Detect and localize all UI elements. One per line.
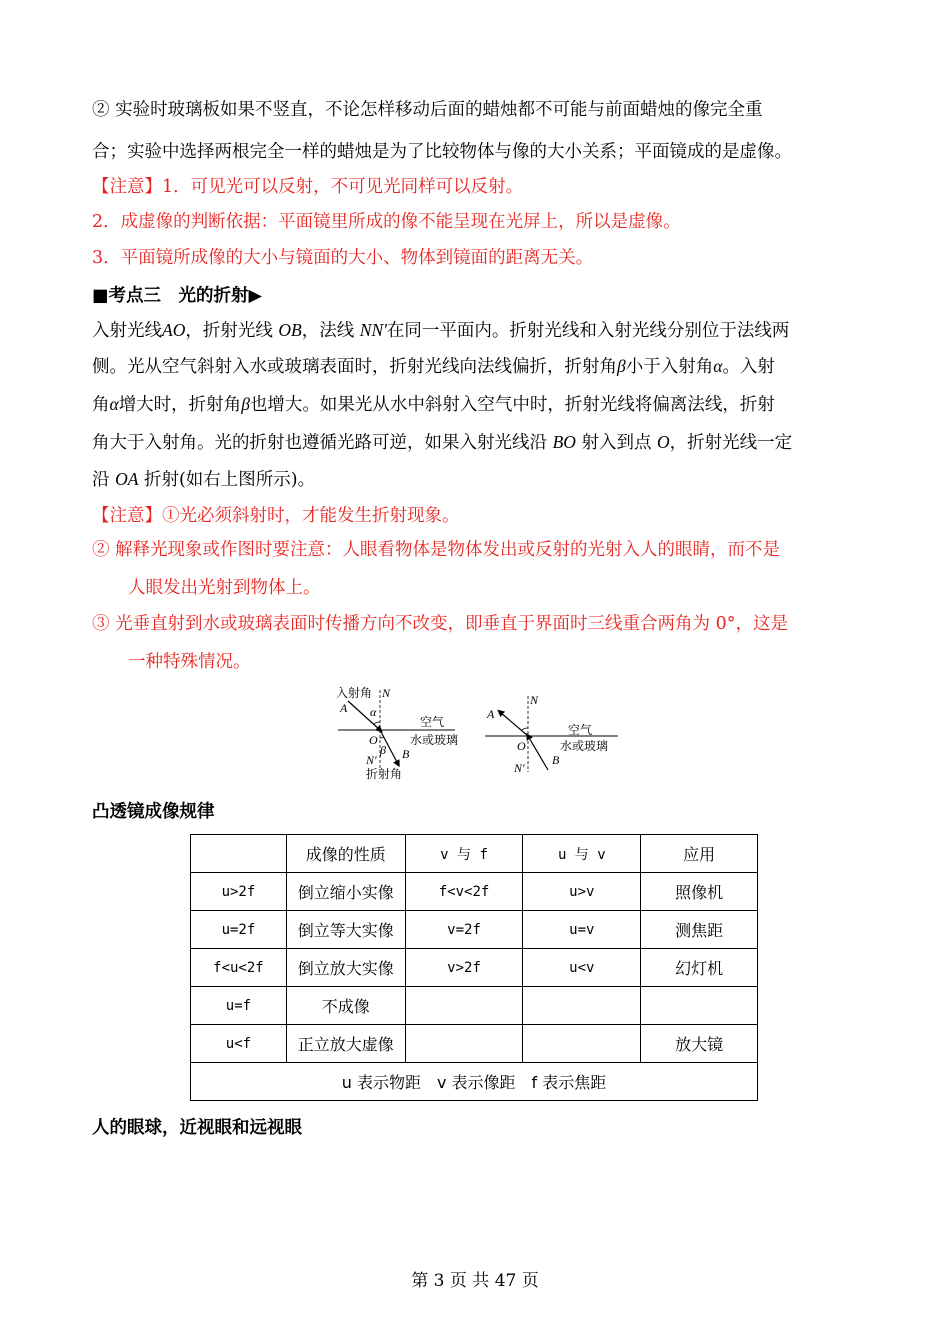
table-cell: u=v: [523, 911, 641, 949]
table-footnote-row: [191, 1063, 758, 1101]
table-cell: u=f: [191, 987, 287, 1025]
table-row: [191, 987, 758, 1025]
table-header-cell: u 与 v: [523, 835, 641, 873]
table-cell: u>2f: [191, 873, 287, 911]
table-cell: f<u<2f: [191, 949, 287, 987]
table-header-row: [191, 835, 758, 873]
text-line: 合；实验中选择两根完全一样的蜡烛是为了比较物体与像的大小关系；平面镜成的是虚像。: [92, 142, 792, 162]
text-line: 沿 OA 折射(如右上图所示)。: [92, 469, 316, 490]
table-cell: [405, 1025, 523, 1063]
table-row: [191, 949, 758, 987]
table-cell: [523, 1025, 641, 1063]
table-cell: 照像机: [641, 873, 758, 911]
label-A: A: [340, 701, 348, 715]
text-line: ② 实验时玻璃板如果不竖直，不论怎样移动后面的蜡烛都不可能与前面蜡烛的像完全重: [92, 100, 763, 120]
text-line: 角α增大时，折射角β也增大。如果光从水中斜射入空气中时，折射光线将偏离法线，折射: [92, 394, 775, 415]
label-refraction-angle: 折射角: [366, 767, 403, 781]
label-B: B: [552, 753, 560, 767]
table-cell: u<f: [191, 1025, 287, 1063]
label-N: N: [530, 693, 539, 707]
table-cell: u>v: [523, 873, 641, 911]
label-B: B: [402, 747, 410, 761]
table-cell: f<v<2f: [405, 873, 523, 911]
label-air: 空气: [568, 723, 593, 737]
text-line: 侧。光从空气斜射入水或玻璃表面时，折射光线向法线偏折，折射角β小于入射角α。入射: [92, 356, 775, 377]
table-header-cell: 应用: [641, 835, 758, 873]
table-cell: [523, 987, 641, 1025]
table-footnote: u 表示物距 v 表示像距 f 表示焦距: [191, 1063, 758, 1101]
section-title: 人的眼球，近视眼和远视眼: [92, 1118, 302, 1138]
table-cell: v=2f: [405, 911, 523, 949]
text-line: 入射光线AO，折射光线 OB，法线 NN'在同一平面内。折射光线和入射光线分别位于法线两: [92, 320, 790, 341]
label-A: A: [487, 707, 495, 721]
diagram-right: [485, 693, 618, 775]
page-footer: 第 3 页 共 47 页: [411, 1271, 539, 1291]
label-water: 水或玻璃: [560, 739, 609, 753]
label-N: N: [382, 686, 391, 700]
table-cell: 倒立放大实像: [286, 949, 405, 987]
label-beta: β: [380, 743, 386, 757]
note-line: 人眼发出光射到物体上。: [128, 578, 321, 598]
table-cell: v>2f: [405, 949, 523, 987]
table-cell: u<v: [523, 949, 641, 987]
table-cell: 不成像: [286, 987, 405, 1025]
table-row: [191, 911, 758, 949]
emergent-ray: [500, 712, 528, 736]
table-row: [191, 873, 758, 911]
table-header-cell: 成像的性质: [286, 835, 405, 873]
text-line: 角大于入射角。光的折射也遵循光路可逆，如果入射光线沿 BO 射入到点 O，折射光线一定: [92, 432, 793, 453]
label-O: O: [369, 733, 378, 747]
label-alpha: α: [370, 705, 377, 719]
label-O: O: [517, 739, 526, 753]
table-header-cell: [191, 835, 287, 873]
table-cell: 正立放大虚像: [286, 1025, 405, 1063]
table-cell: [641, 987, 758, 1025]
diagram-left: [336, 686, 458, 781]
table-header-cell: v 与 f: [405, 835, 523, 873]
table-cell: [405, 987, 523, 1025]
note-line: ③ 光垂直射到水或玻璃表面时传播方向不改变，即垂直于界面时三线重合两角为 0°，这是: [92, 614, 789, 634]
label-water: 水或玻璃: [410, 733, 459, 747]
label-N-prime: N′: [366, 753, 377, 767]
label-N-prime: N′: [514, 761, 525, 775]
table-cell: 测焦距: [641, 911, 758, 949]
refraction-diagram: [330, 684, 625, 784]
note-line: 2．成虚像的判断依据：平面镜里所成的像不能呈现在光屏上，所以是虚像。: [92, 212, 681, 232]
note-line: ② 解释光现象或作图时要注意：人眼看物体是物体发出或反射的光射入人的眼睛，而不是: [92, 540, 781, 560]
table-cell: 倒立等大实像: [286, 911, 405, 949]
table-cell: 倒立缩小实像: [286, 873, 405, 911]
note-line: 一种特殊情况。: [128, 652, 251, 672]
lens-table: [190, 834, 758, 1101]
note-line: 【注意】①光必须斜射时，才能发生折射现象。: [92, 506, 460, 526]
table-cell: 放大镜: [641, 1025, 758, 1063]
table-cell: u=2f: [191, 911, 287, 949]
table-cell: 幻灯机: [641, 949, 758, 987]
section-heading: ■考点三 光的折射▶: [92, 286, 262, 306]
note-line: 3．平面镜所成像的大小与镜面的大小、物体到镜面的距离无关。: [92, 248, 594, 268]
label-air: 空气: [420, 715, 445, 729]
section-title: 凸透镜成像规律: [92, 802, 215, 822]
label-incident-angle: 入射角: [336, 686, 373, 700]
table-row: [191, 1025, 758, 1063]
incoming-ray: [528, 736, 548, 770]
note-line: 【注意】1．可见光可以反射，不可见光同样可以反射。: [92, 177, 524, 197]
